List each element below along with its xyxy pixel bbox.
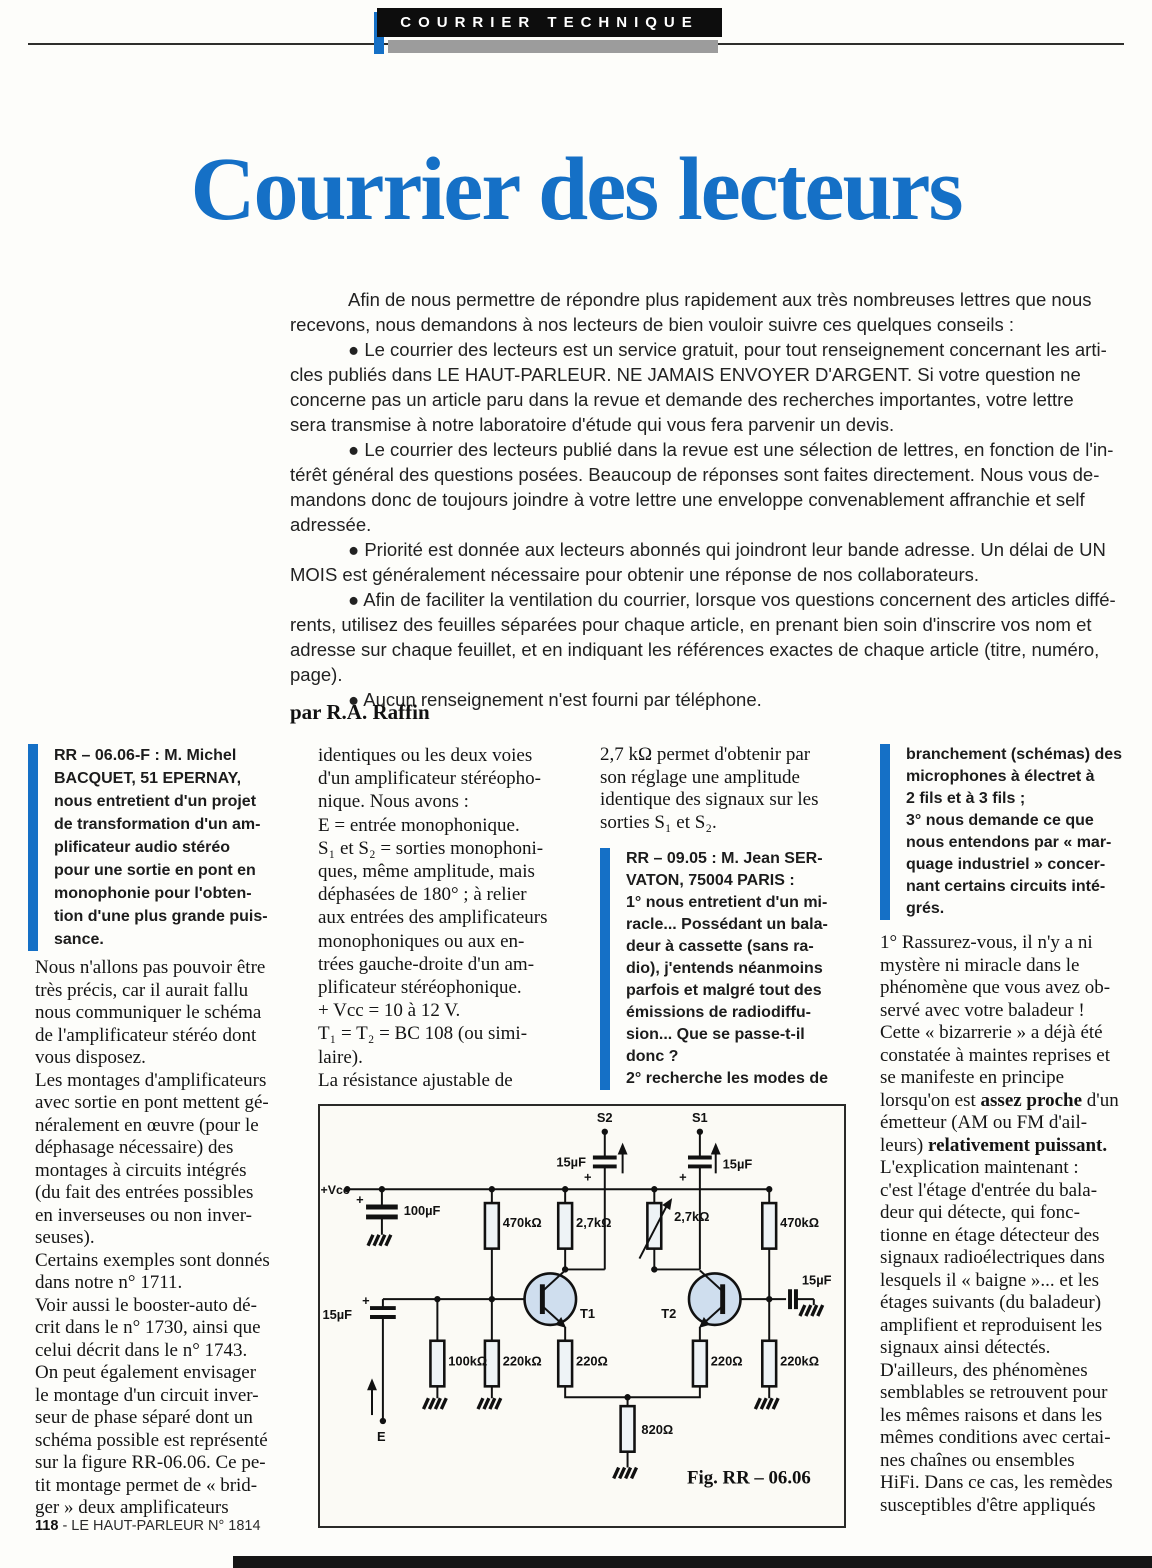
text-line: quage industriel » concer- [906,856,1106,873]
column-2 [318,744,588,1092]
r27-fixed-label: 2,7kΩ [576,1214,612,1230]
t2-label: T2 [661,1305,677,1321]
r100k-label: 100kΩ [448,1353,488,1369]
resistor-2k7-fixed [558,1203,572,1249]
text-line: servé avec votre baladeur ! [880,999,1085,1021]
ground [424,1398,447,1409]
text-line: étages suivants (du baladeur) [880,1292,1102,1313]
text-line: signaux radioélectriques dans [880,1247,1105,1268]
text-line: c'est l'étage d'entrée du bala- [880,1179,1098,1201]
resistor-470k-left [485,1203,499,1249]
question-lead-rr0905-cont [880,744,1148,920]
question-lead-rr0606 [28,744,301,951]
text-line: branchement (schémas) des [906,746,1123,763]
ground [368,1235,391,1246]
text-line: aux entrées des amplificateurs [318,907,548,929]
r820-label: 820Ω [641,1421,674,1437]
text-line: 2,7 kΩ permet d'obtenir par [600,744,811,765]
plus-mark: + [356,1192,364,1208]
r470-left-label: 470kΩ [502,1214,542,1230]
text-line: rents, utilisez des feuilles séparées pour chaque article, en prenant bien soin d'inscrire vos nom et [290,614,1092,635]
text-line: MOIS est généralement nécessaire pour obtenir une réponse de nos collaborateurs. [290,564,980,585]
text-line: deur qui détecte, qui fonc- [880,1202,1080,1223]
resistor-220-left [558,1341,572,1387]
plus-mark-s2: + [583,1169,592,1185]
text-line: sion... Que se passe-t-il [626,1026,805,1043]
text-line: sur la figure RR-06.06. Ce pe- [35,1452,266,1473]
text-line: grés. [906,900,945,917]
intro-text [290,287,1126,712]
text-line: nous entendons par « mar- [906,834,1112,851]
page-footer [35,1518,261,1534]
text-line: susceptibles d'être appliqués [880,1494,1096,1516]
text-line: 2 fils et à 3 fils ; [906,790,1026,807]
text-line: identiques ou les deux voies [318,745,533,766]
resistor-2k7-adjustable [647,1203,661,1249]
text-line: racle... Possédant un bala- [626,916,828,933]
answer-body-col4 [880,932,1148,1517]
text-line: vous disposez. [35,1047,146,1068]
text-line: sera transmise à notre laboratoire d'étude qui vous fera parvenir un devis. [290,414,895,435]
text-line: ● Priorité est donnée aux lecteurs abonnés qui joindront leur bande adresse. Un délai de UN [348,539,1106,560]
text-line: adresse sur chaque feuillet, et en indiquant les références exactes de chaque article (titre, numéro, [290,639,1100,660]
text-line: laire). [318,1046,363,1068]
text-line: sorties S₁ et S₂. [600,811,717,833]
text-line: constatée à maintes reprises et [880,1044,1111,1066]
text-line: nique. Nous avons : [318,791,469,813]
text-line: crit dans le n° 1730, ainsi que [35,1317,261,1338]
text-line: émetteur (AM ou FM d'ail- [880,1112,1088,1133]
resistor-470k-right [762,1203,776,1249]
cap-15uF-s2 [593,1158,617,1167]
text-line: (du fait des entrées possibles [35,1182,254,1203]
text-line: de transformation d'un am- [54,816,261,833]
s2-label: S2 [596,1109,613,1125]
text-line: recevons, nous demandons à nos lecteurs de bien vouloir suivre ces quelques conseils : [290,314,1014,335]
text-line: avec sortie en pont mettent gé- [35,1092,269,1113]
text-line: tion d'une plus grande puis- [54,908,268,925]
text-line: HiFi. Dans ce cas, les remèdes [880,1472,1113,1493]
text-line: nous communiquer le schéma [35,1002,262,1023]
bottom-print-bar [233,1556,1152,1568]
r470-right-label: 470kΩ [780,1214,820,1230]
s1-label: S1 [691,1109,708,1125]
text-line: montages à circuits intégrés [35,1159,247,1181]
cap15-right-label: 15µF [801,1272,832,1288]
transistor-t1 [525,1273,577,1325]
section-banner: COURRIER TECHNIQUE [377,8,722,37]
text-line: ● Le courrier des lecteurs publié dans la revue est une sélection de lettres, en fonction de l'in- [348,439,1114,460]
text-line: plificateur audio stéréo [54,839,231,856]
r220-right-label: 220Ω [710,1353,743,1369]
text-line: VATON, 75004 PARIS : [626,872,795,889]
r220-left-label: 220Ω [576,1353,608,1369]
text-line: déphasées de 180° ; à relier [318,884,527,906]
text-line: deur à cassette (sans ra- [626,938,814,955]
text-line: dio), j'entends néanmoins [626,960,823,977]
answer-body-col3 [600,744,870,834]
text-line: S₁ et S₂ = sorties monophoni- [318,837,544,859]
text-line: déphasage nécessaire) des [35,1137,234,1158]
cap-15uF-input [370,1308,396,1317]
text-line: tit montage permet de « brid- [35,1474,258,1496]
text-line: tionne en étage détecteur des [880,1224,1100,1246]
text-line: 3° nous demande ce que [906,812,1094,829]
text-line: 1° Rassurez-vous, il n'y a ni [880,932,1093,953]
text-line: semblables se retrouvent pour [880,1382,1108,1403]
text-line: phénomène que vous avez ob- [880,977,1111,998]
byline: par R.A. Raffin [290,700,430,724]
text-line: identique des signaux sur les [600,789,819,810]
journal-name: - LE HAUT-PARLEUR N° 1814 [62,1518,261,1534]
text-line: 1° nous entretient d'un mi- [626,894,828,911]
e-label: E [376,1428,386,1444]
text-line: se manifeste en principe [880,1067,1065,1088]
text-line: mystère ni miracle dans le [880,954,1080,976]
text-line: Certains exemples sont donnés [35,1249,270,1271]
resistor-220-right [693,1341,707,1387]
ground [755,1398,778,1409]
ground [478,1398,501,1409]
t1-label: T1 [580,1305,596,1321]
text-line: Nous n'allons pas pouvoir être [35,957,266,978]
cap-15uF-right [790,1289,796,1309]
text-line: le montage d'un circuit inver- [35,1384,259,1406]
r220k-left-label: 220kΩ [502,1353,542,1369]
text-line: nous entretient d'un projet [54,793,257,810]
resistor-820 [621,1406,635,1452]
column-3 [600,744,870,1090]
answer-body-col1 [35,957,301,1520]
text-line: donc ? [626,1048,679,1065]
text-line: monophoniques ou aux en- [318,930,525,952]
text-line: mandons donc de toujours joindre à votre lettre une enveloppe convenablement affranchie et self [290,489,1085,510]
r220k-right-label: 220kΩ [780,1353,820,1369]
r27-adj-label: 2,7kΩ [674,1208,710,1224]
circuit-schematic [320,1106,844,1526]
text-line: plificateur stéréophonique. [318,977,522,999]
transistor-t2 [689,1273,741,1325]
text-line: celui décrit dans le n° 1743. [35,1339,248,1361]
question-lead-rr0905 [600,848,870,1090]
cap-15uF-s1 [688,1158,712,1167]
text-line: signaux ainsi détectés. [880,1337,1051,1358]
figure-rr0606 [318,1104,846,1528]
cap15-s2-label: 15µF [556,1154,586,1170]
text-line: 2° recherche les modes de [626,1070,829,1087]
text-line: concerne pas un article paru dans la revue et demande des recherches importantes, votre lettre [290,389,1074,410]
text-line: dans notre n° 1711. [35,1272,183,1293]
text-line: cles publiés dans LE HAUT-PARLEUR. NE JAMAIS ENVOYER D'ARGENT. Si votre question ne [290,364,1081,385]
plus-mark-input: + [362,1293,370,1309]
text-line: ● Le courrier des lecteurs est un service gratuit, pour tout renseignement concernant les arti- [348,339,1107,360]
text-line: La résistance ajustable de [318,1069,513,1091]
text-line: RR – 06.06-F : M. Michel [54,747,237,764]
page-number: 118 [35,1518,59,1534]
text-line: très précis, car il aurait fallu [35,979,249,1001]
text-line: amplifient et reproduisent les [880,1314,1103,1336]
text-line: seur de phase séparé dont un [35,1407,253,1428]
text-line: nes chaînes ou ensembles [880,1449,1075,1471]
text-line: seuses). [35,1227,95,1248]
text-line: Les montages d'amplificateurs [35,1069,267,1091]
vcc-label: +Vcc [320,1183,350,1198]
ground [800,1305,823,1316]
text-line: trées gauche-droite d'un am- [318,953,535,975]
text-line: On peut également envisager [35,1362,257,1383]
text-line: son réglage une amplitude [600,766,800,788]
text-line: Cette « bizarrerie » a déjà été [880,1022,1103,1043]
text-line: + Vcc = 10 à 12 V. [318,1000,461,1022]
text-line: T₁ = T₂ = BC 108 (ou simi- [318,1023,528,1045]
figure-caption: Fig. RR – 06.06 [687,1467,811,1489]
plus-mark-s1: + [679,1169,687,1185]
text-line: microphones à électret à [906,768,1095,785]
text-line: Afin de nous permettre de répondre plus rapidement aux très nombreuses lettres que nous [348,289,1092,310]
text-line: sance. [54,931,104,948]
resistor-100k [430,1341,444,1387]
text-line: D'ailleurs, des phénomènes [880,1359,1088,1381]
text-line: mêmes conditions avec certai- [880,1427,1111,1448]
c100-label: 100µF [403,1202,441,1218]
text-line: les mêmes raisons et dans les [880,1404,1103,1426]
text-line: Voir aussi le booster-auto dé- [35,1294,257,1316]
cap-100uF [366,1207,398,1217]
text-line: parfois et malgré tout des [626,982,822,999]
text-line: térêt général des questions posées. Beaucoup de réponses sont faites directement. Nous vous de- [290,464,1100,485]
text-line: RR – 09.05 : M. Jean SER- [626,850,823,867]
wires [347,1132,814,1468]
text-line: ques, même amplitude, mais [318,861,535,883]
text-line: ● Aucun renseignement n'est fourni par téléphone. [348,689,762,710]
text-line: en inverseuses ou non inver- [35,1204,253,1226]
text-line: ger » deux amplificateurs [35,1497,229,1518]
text-line: de l'amplificateur stéréo dont [35,1024,257,1046]
text-line: nant certains circuits inté- [906,878,1106,895]
text-line: néralement en œuvre (pour le [35,1114,259,1136]
text-line: lesquels il « baigne »... et les [880,1269,1099,1291]
text-line: lorsqu'on est assez proche d'un [880,1089,1119,1111]
cap15-input-label: 15µF [322,1306,353,1322]
text-line: d'un amplificateur stéréopho- [318,768,541,790]
cap15-s1-label: 15µF [722,1156,753,1172]
text-line: schéma possible est représenté [35,1429,268,1451]
text-line: émissions de radiodiffu- [626,1004,811,1021]
text-line: monophonie pour l'obten- [54,885,252,902]
text-line: E = entrée monophonique. [318,814,520,836]
text-line: pour une sortie en pont en [54,862,256,879]
text-line: leurs) relativement puissant. [880,1134,1108,1156]
text-line: page). [290,664,343,685]
text-line: L'explication maintenant : [880,1157,1079,1178]
ground [614,1468,637,1479]
page-title: Courrier des lecteurs [190,140,962,239]
text-line: adressée. [290,514,372,535]
banner-gray-bar [388,40,718,53]
column-1 [35,744,301,1520]
resistor-220k-right [762,1341,776,1387]
text-line: ● Afin de faciliter la ventilation du courrier, lorsque vos questions concernent des articles diffé- [348,589,1116,610]
text-line: BACQUET, 51 EPERNAY, [54,770,242,787]
column-4 [880,744,1148,1517]
